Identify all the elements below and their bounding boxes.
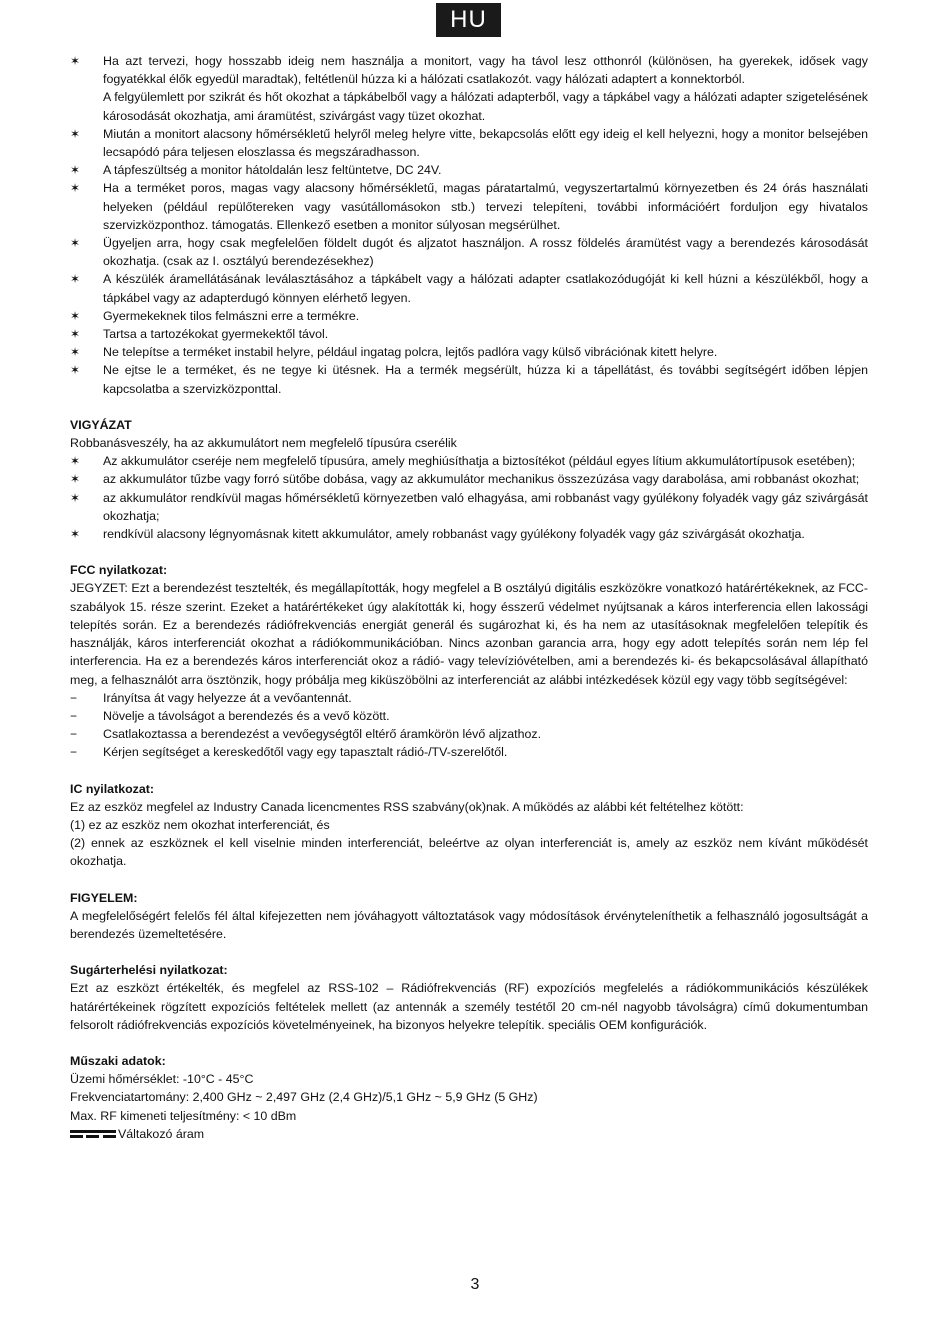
battery-list [70,452,868,543]
list-item: ✶ Gyermekeknek tilos felmászni erre a termékre. [70,307,868,325]
list-item: − Növelje a távolságot a berendezés és a vevő között. [70,707,868,725]
list-item: ✶ rendkívül alacsony légnyomásnak kitett akkumulátor, amely robbanást vagy gyúlékony folyadék vagy gáz szivárgását okozhatja. [70,525,868,543]
list-item: ✶ Ügyeljen arra, hogy csak megfelelően földelt dugót és aljzatot használjon. A rossz földelés áramütést vagy a berendezés károsodását okozhatja. (csak az I. osztályú berendezésekhez) [70,236,868,269]
ic-line: Ez az eszköz megfelel az Industry Canada licencmentes RSS szabvány(ok)nak. A működés az alábbi két feltételhez kötött: [70,799,744,814]
vigyazat-section [70,416,868,543]
fcc-heading: FCC nyilatkozat: [70,563,168,578]
list-item: ✶ Tartsa a tartozékokat gyermekektől távol. [70,325,868,343]
dc-current-icon [70,1129,116,1139]
bullet-marker: ✶ [70,163,81,178]
bullet-marker: ✶ [70,363,81,378]
list-item: ✶ az akkumulátor rendkívül magas hőmérsékletű környezetben való elhagyása, ami robbanást vagy gyúlékony folyadék vagy gáz szivárgását okozhatja; [70,490,868,523]
fcc-section [70,561,868,761]
safety-sub-paragraph: A felgyülemlett por szikrát és hőt okozhat a tápkábelből vagy a hálózati adapterből, vagy a tápkábel vagy a hálózati adapter szigetelésének károsodását okozhatja, ami áramütést, szivárgást vagy tüzet okozhat. [103,90,868,123]
radiation-heading: Sugárterhelési nyilatkozat: [70,963,228,978]
vigyazat-intro: Robbanásveszély, ha az akkumulátort nem megfelelő típusúra cserélik [70,436,457,451]
bullet-marker: ✶ [70,236,81,251]
list-item: ✶ Ne ejtse le a terméket, és ne tegye ki ütésnek. Ha a termék megsérült, húzza ki a tápellátást, és további segítségért időben lépjen kapcsolatba a szervizközponttal. [70,363,868,396]
figyelem-section [70,889,868,944]
list-item: − Csatlakoztassa a berendezést a vevőegységtől eltérő áramkörön lévő aljzathoz. [70,725,868,743]
bullet-marker: ✶ [70,126,81,141]
bullet-marker: ✶ [70,472,81,487]
spec-line: Frekvenciatartomány: 2,400 GHz ~ 2,497 GHz (2,4 GHz)/5,1 GHz ~ 5,9 GHz (5 GHz) [70,1090,538,1105]
figyelem-heading: FIGYELEM: [70,890,138,905]
ic-line: (2) ennek az eszköznek el kell viselnie minden interferenciát, beleértve az olyan interferenciát is, amely az eszköz nem kívánt működését okozhatja. [70,836,868,869]
list-item: ✶ A készülék áramellátásának leválasztásához a tápkábelt vagy a hálózati adapter csatlakozódugóját ki kell húzni a készülékből, hogy a tápkábel vagy az adapterdugó könnyen elérhető legyen. [70,272,868,305]
page-number: 3 [470,1276,480,1293]
figyelem-body: A megfelelőségért felelős fél által kifejezetten nem jóváhagyott változtatások vagy módosítások érvényteleníthetik a felhasználó jogosultságát a berendezés üzemeltetésére. [70,908,868,941]
spec-line: Max. RF kimeneti teljesítmény: < 10 dBm [70,1108,297,1123]
bullet-marker: ✶ [70,527,81,542]
list-item: ✶ Ne telepítse a terméket instabil helyre, például ingatag polcra, lejtős padlóra vagy külső vibrációnak kitett helyre. [70,343,868,361]
dc-current-row [70,1125,868,1143]
bullet-marker: ✶ [70,345,81,360]
bullet-marker: ✶ [70,490,81,505]
bullet-marker: ✶ [70,272,81,287]
radiation-section [70,961,868,1034]
list-item: ✶ az akkumulátor tűzbe vagy forró sütőbe dobása, vagy az akkumulátor mechanikus összezúzása vagy darabolása, ami robbanást okozhat; [70,470,868,488]
ic-section [70,780,868,871]
document-body [70,52,868,1143]
list-item: ✶ A tápfeszültség a monitor hátoldalán lesz feltüntetve, DC 24V. [70,161,868,179]
list-item: − Kérjen segítséget a kereskedőtől vagy egy tapasztalt rádió-/TV-szerelőtől. [70,743,868,761]
ic-line: (1) ez az eszköz nem okozhat interferenciát, és [70,817,330,832]
bullet-marker: ✶ [70,454,81,469]
spec-line: Üzemi hőmérséklet: -10°C - 45°C [70,1072,254,1087]
safety-list [70,52,868,88]
dash-marker: − [70,745,78,760]
radiation-body: Ezt az eszközt értékelték, és megfelel az RSS-102 – Rádiófrekvenciás (RF) expozíciós megfelelés a rádiókommunikációs készülékek határértékeinek rögzített expozíciós feltételek mellett (az antennák a személy testétől 20 cm-nél nagyobb távolságra) című dokumentumban felsorolt rádiófrekvenciás expozíciós követelményeinek, ha bizonyos helyekre telepítik. speciális OEM konfigurációk. [70,981,868,1032]
dash-marker: − [70,708,78,723]
dc-current-label: Váltakozó áram [118,1126,205,1141]
specs-section [70,1052,868,1143]
dash-marker: − [70,690,78,705]
dash-marker: − [70,727,78,742]
list-item: ✶ Az akkumulátor cseréje nem megfelelő típusúra, amely meghiúsíthatja a biztosítékot (például egyes lítium akkumulátortípusok esetében); [70,452,868,470]
bullet-marker: ✶ [70,181,81,196]
bullet-marker: ✶ [70,308,81,323]
language-badge: HU [436,3,501,37]
ic-heading: IC nyilatkozat: [70,781,154,796]
list-item: ✶ Ha a terméket poros, magas vagy alacsony hőmérsékletű, magas páratartalmú, vegyszertartalmú környezetben és 24 órás használati helyeken (például repülőtereken vagy vasútállomásokon stb.) tervezi telepíteni, további információért forduljon egy hivatalos szervizközponthoz. támogatás. Ellenkező esetben a monitor súlyosan megsérülhet. [70,181,868,232]
list-item: ✶ Miután a monitort alacsony hőmérsékletű helyről meleg helyre vitte, bekapcsolás előtt egy ideig el kell helyezni, hogy a monitor belsejében lecsapódó pára teljesen eloszlassa és megszáradhasson. [70,126,868,160]
safety-list-continued [70,125,868,398]
list-item: − Irányítsa át vagy helyezze át a vevőantennát. [70,689,868,707]
fcc-measures-list [70,689,868,762]
specs-heading: Műszaki adatok: [70,1053,166,1068]
fcc-body: JEGYZET: Ezt a berendezést tesztelték, és megállapították, hogy megfelel a B osztályú digitális eszközökre vonatkozó határértékeknek, az FCC-szabályok 15. része szerint. Ezeket a határértékeket úgy alakították ki, hogy ésszerű védelmet nyújtsanak a káros interferencia ellen lakossági telepítés során. Ez a berendezés rádiófrekvenciás energiát generál és sugározhat ki, és ha nem az utasításoknak megfelelően telepítik és használják, káros interferenciát okozhat a rádiókommunikációban. Nincs azonban garancia arra, hogy egy adott telepítés során nem lép fel interferencia. Ha ez a berendezés káros interferenciát okoz a rádió- vagy televízióvételben, ami a berendezés ki- és bekapcsolásával állapítható meg, a felhasználót arra ösztönzik, hogy próbálja meg kiküszöbölni az interferenciát az alábbi intézkedések közül egy vagy több segítségével: [70,581,868,687]
bullet-marker: ✶ [70,54,81,68]
vigyazat-heading: VIGYÁZAT [70,417,132,432]
list-item: ✶ Ha azt tervezi, hogy hosszabb ideig nem használja a monitort, vagy ha távol lesz otthonról (különösen, ha gyerekek, idősek vagy fogyatékkal élők egyedül maradtak), feltétlenül húzza ki a hálózati csatlakozót. vagy hálózati adaptert a konnektorból. [70,54,868,87]
bullet-marker: ✶ [70,327,81,342]
